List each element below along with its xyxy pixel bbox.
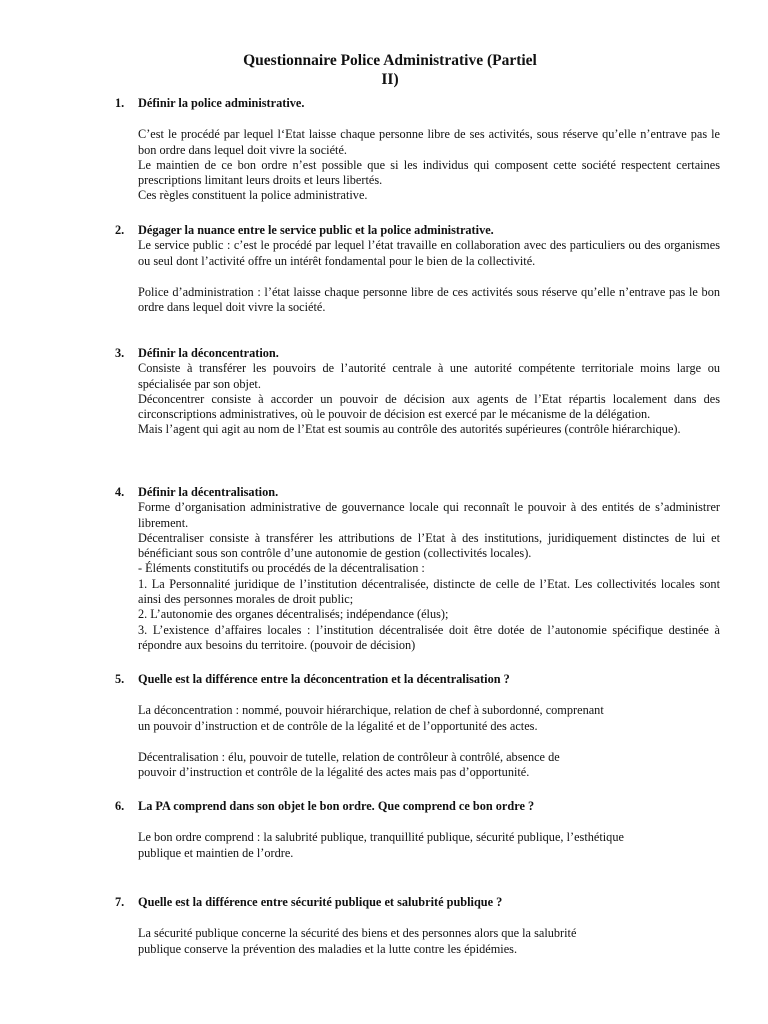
answer — [138, 703, 720, 780]
question-title: Dégager la nuance entre le service public et la police administrative. — [138, 223, 494, 237]
question-number: 5. — [115, 672, 125, 686]
title-line-2: II) — [381, 71, 399, 88]
answer — [138, 238, 720, 315]
question-number: 3. — [115, 346, 125, 360]
title-line-1: Questionnaire Police Administrative (Partiel — [243, 52, 537, 69]
question-2 — [115, 223, 720, 315]
question-title: Définir la décentralisation. — [138, 485, 279, 499]
question-1 — [115, 96, 720, 204]
question-title: Quelle est la différence entre sécurité publique et salubrité publique ? — [138, 895, 503, 909]
question-heading — [115, 346, 720, 361]
question-title: La PA comprend dans son objet le bon ordre. Que comprend ce bon ordre ? — [138, 799, 535, 813]
answer-line: publique et maintien de l’ordre. — [138, 845, 294, 860]
answer-line: La déconcentration : nommé, pouvoir hiérarchique, relation de chef à subordonné, comprenant — [138, 703, 604, 718]
answer-paragraph: - Éléments constitutifs ou procédés de la décentralisation : — [138, 561, 425, 576]
answer-paragraph: 2. L’autonomie des organes décentralisés; indépendance (élus); — [138, 607, 449, 622]
answer-paragraph: Ces règles constituent la police administrative. — [138, 188, 368, 203]
question-number: 1. — [115, 96, 125, 110]
answer-line: Décentralisation : élu, pouvoir de tutelle, relation de contrôleur à contrôlé, absence de — [138, 749, 560, 764]
answer-line: La sécurité publique concerne la sécurité des biens et des personnes alors que la salubrité — [138, 926, 577, 941]
answer-paragraph: Déconcentrer consiste à accorder un pouvoir de décision aux agents de l’Etat répartis localement dans des circonscriptions administratives, où le pouvoir de décision est exercé par le mécanisme de la délégation. — [138, 391, 720, 422]
answer-paragraph: Le service public : c’est le procédé par lequel l’état travaille en collaboration avec des particuliers ou des organismes ou seul dont l’activité offre un intérêt fondamental pour le bien de la collectivité. — [138, 238, 720, 268]
question-heading — [115, 223, 720, 238]
question-heading — [115, 895, 720, 910]
question-7 — [115, 895, 720, 957]
answer-paragraph: Police d’administration : l’état laisse chaque personne libre de ces activités sous réserve qu’elle n’entrave pas le bon ordre dans lequel doit vivre la société. — [138, 284, 720, 315]
question-5 — [115, 672, 720, 780]
answer-paragraph: Mais l’agent qui agit au nom de l’Etat est soumis au contrôle des autorités supérieures (contrôle hiérarchique). — [138, 422, 681, 437]
answer-paragraph: C’est le procédé par lequel l‘Etat laisse chaque personne libre de ses activités, sous réserve qu’elle n’entrave pas le bon ordre dans lequel doit vivre la société. — [138, 127, 720, 157]
question-heading — [115, 96, 720, 111]
question-title: Définir la déconcentration. — [138, 346, 279, 360]
answer — [138, 830, 720, 861]
answer — [138, 500, 720, 653]
question-heading — [115, 672, 720, 687]
answer-paragraph: 1. La Personnalité juridique de l’institution décentralisée, distincte de celle de l’Etat. Les collectivités locales sont ainsi des personnes morales de droit public; — [138, 576, 720, 607]
answer-line: un pouvoir d’instruction et de contrôle de la légalité et de l’opportunité des actes. — [138, 718, 538, 733]
answer — [138, 127, 720, 203]
question-title: Définir la police administrative. — [138, 96, 305, 110]
question-number: 4. — [115, 485, 125, 499]
answer-line: Le bon ordre comprend : la salubrité publique, tranquillité publique, sécurité publique, l’esthétique — [138, 830, 624, 845]
document-title — [180, 51, 600, 89]
question-number: 2. — [115, 223, 125, 237]
answer — [138, 361, 720, 437]
answer-paragraph: Forme d’organisation administrative de gouvernance locale qui reconnaît le pouvoir à des entités de s’administrer librement. — [138, 500, 720, 530]
question-title: Quelle est la différence entre la déconcentration et la décentralisation ? — [138, 672, 510, 686]
question-number: 7. — [115, 895, 125, 909]
answer-line: pouvoir d’instruction et contrôle de la légalité des actes mais pas d’opportunité. — [138, 765, 530, 780]
answer-paragraph: 3. L’existence d’affaires locales : l’institution décentralisée doit être dotée de l’autonomie spécifique destinée à répondre aux besoins du territoire. (pouvoir de décision) — [138, 622, 720, 652]
answer-paragraph: Le maintien de ce bon ordre n’est possible que si les individus qui composent cette société respectent certaines prescriptions limitant leurs droits et leurs libertés. — [138, 157, 720, 188]
answer-paragraph: Décentraliser consiste à transférer les attributions de l’Etat à des institutions, juridiquement distinctes de lui et bénéficiant sous son contrôle d’une autonomie de gestion (collectivités locales). — [138, 530, 720, 561]
question-number: 6. — [115, 799, 125, 813]
question-heading — [115, 799, 720, 814]
answer-line: publique conserve la prévention des maladies et la lutte contre les épidémies. — [138, 941, 518, 956]
question-3 — [115, 346, 720, 438]
question-4 — [115, 485, 720, 653]
question-6 — [115, 799, 720, 861]
answer-paragraph: Consiste à transférer les pouvoirs de l’autorité centrale à une autorité compétente territoriale moins large ou spécialisée par son objet. — [138, 361, 720, 391]
answer — [138, 926, 720, 957]
question-heading — [115, 485, 720, 500]
